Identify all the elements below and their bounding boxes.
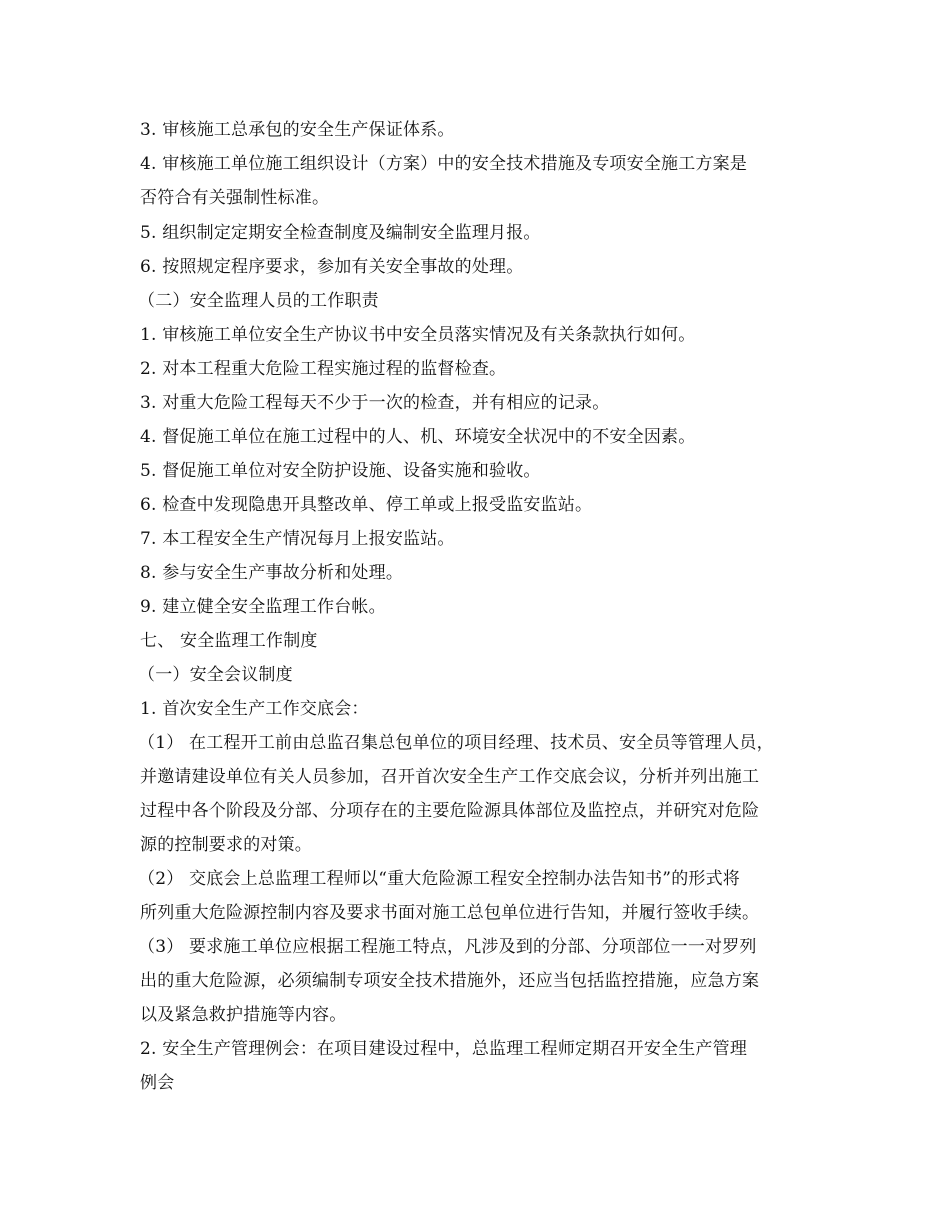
text-line: 2. 安全生产管理例会：在项目建设过程中，总监理工程师定期召开安全生产管理	[140, 1039, 748, 1059]
text-line: 并邀请建设单位有关人员参加，召开首次安全生产工作交底会议，分析并列出施工	[140, 767, 760, 787]
text-line: 3. 审核施工总承包的安全生产保证体系。	[140, 120, 455, 140]
text-line: （3） 要求施工单位应根据工程施工特点，凡涉及到的分部、分项部位一一对罗列	[138, 937, 757, 957]
text-line: 4. 督促施工单位在施工过程中的人、机、环境安全状况中的不安全因素。	[140, 427, 696, 447]
section-heading: （二）安全监理人员的工作职责	[138, 291, 379, 311]
text-line: 否符合有关强制性标准。	[140, 188, 330, 208]
text-line: 1. 首次安全生产工作交底会：	[140, 699, 369, 719]
text-line: 6. 按照规定程序要求，参加有关安全事故的处理。	[140, 257, 524, 277]
text-line: 例会	[140, 1073, 175, 1093]
text-line: 出的重大危险源，必须编制专项安全技术措施外，还应当包括监控措施，应急方案	[140, 971, 760, 991]
text-line: （2） 交底会上总监理工程师以“重大危险源工程安全控制办法告知书”的形式将	[138, 869, 740, 889]
text-line: 所列重大危险源控制内容及要求书面对施工总包单位进行告知，并履行签收手续。	[140, 903, 760, 923]
text-line: 6. 检查中发现隐患开具整改单、停工单或上报受监安监站。	[140, 495, 593, 515]
text-line: （1） 在工程开工前由总监召集总包单位的项目经理、技术员、安全员等管理人员，	[138, 733, 774, 753]
section-heading: （一）安全会议制度	[138, 665, 293, 685]
text-line: 3. 对重大危险工程每天不少于一次的检查，并有相应的记录。	[140, 393, 610, 413]
text-line: 过程中各个阶段及分部、分项存在的主要危险源具体部位及监控点，并研究对危险	[140, 801, 760, 821]
chapter-heading: 七、 安全监理工作制度	[140, 631, 318, 651]
text-line: 4. 审核施工单位施工组织设计（方案）中的安全技术措施及专项安全施工方案是	[140, 154, 748, 174]
text-line: 7. 本工程安全生产情况每月上报安监站。	[140, 529, 455, 549]
text-line: 2. 对本工程重大危险工程实施过程的监督检查。	[140, 359, 507, 379]
text-line: 5. 组织制定定期安全检查制度及编制安全监理月报。	[140, 223, 541, 243]
text-line: 以及紧急救护措施等内容。	[140, 1005, 347, 1025]
text-line: 8. 参与安全生产事故分析和处理。	[140, 563, 404, 583]
text-line: 9. 建立健全安全监理工作台帐。	[140, 597, 386, 617]
text-line: 1. 审核施工单位安全生产协议书中安全员落实情况及有关条款执行如何。	[140, 325, 696, 345]
text-line: 源的控制要求的对策。	[140, 835, 312, 855]
text-line: 5. 督促施工单位对安全防护设施、设备实施和验收。	[140, 461, 541, 481]
